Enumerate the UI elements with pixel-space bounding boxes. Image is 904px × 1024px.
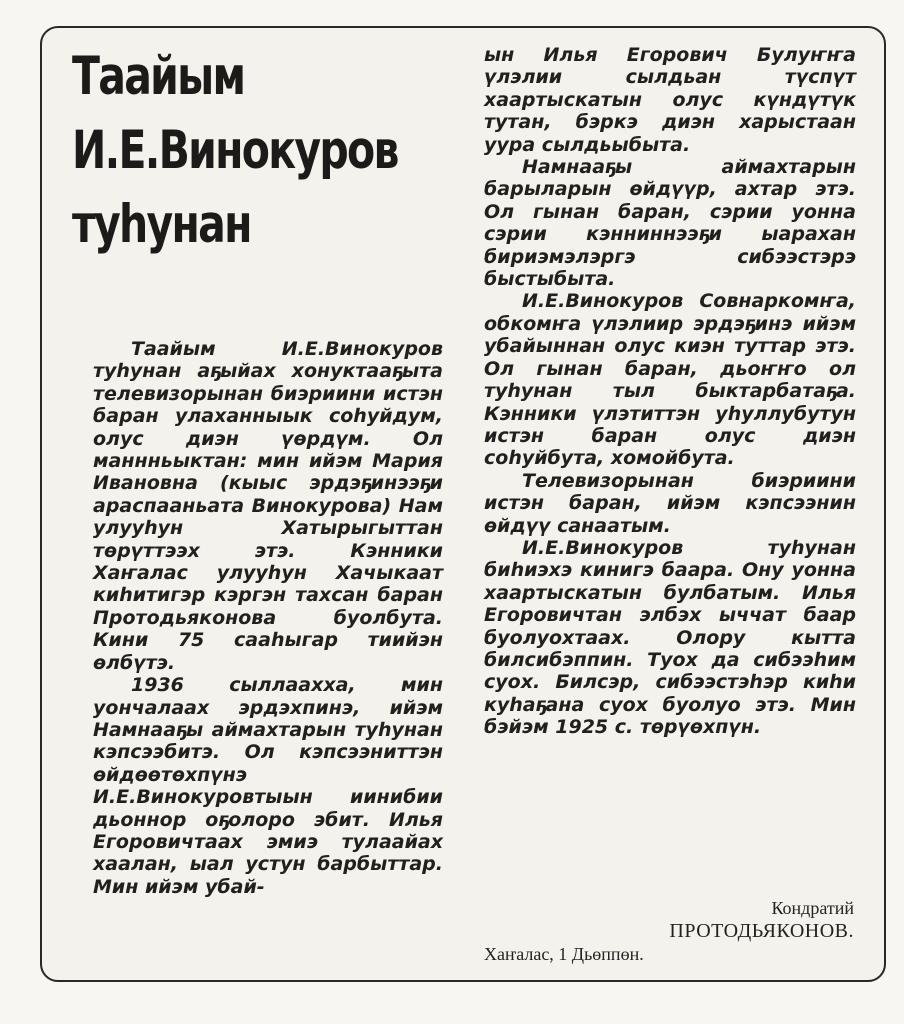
headline-line-1: Таайым (72, 46, 245, 107)
paragraph: И.Е.Винокуров туһунан биһиэхэ кинигэ баара. Ону уонна хаартыскатын булбатым. Илья Егоровичтан элбэх ыччат баар буолуохтаах. Олору кытта билсибэппин. Туох да сибээһим суох. Билсэр, сибээстэһэр киһи куһаҕана суох буолуо этэ. Мин бэйэм 1925 с. төрүөхпүн. (484, 536, 856, 739)
paragraph: Телевизорынан биэриини истэн баран, ийэм кэпсээнин өйдүү санаатым. (484, 469, 856, 537)
article-left-column (93, 338, 443, 898)
headline-line-3: туһунан (72, 194, 251, 255)
headline-line-2: И.Е.Винокуров (72, 120, 398, 181)
author-first-name: Кондратий (771, 898, 854, 918)
paragraph: 1936 сыллаахха, мин уончалаах эрдэхпинэ, ийэм Намнааҕы аймахтарын туһунан кэпсээбитэ. Ол кэпсээниттэн өйдөөтөхпүнэ И.Е.Винокуровтыын иинибии дьоннор оҕолоро эбит. Илья Егоровичтаах эмиэ тулаайах хаалан, ыал устун барбыттар. Мин ийэм убай- (93, 674, 443, 898)
author-signature (669, 898, 854, 944)
paragraph: Таайым И.Е.Винокуров туһунан аҕыйах хонуктааҕыта телевизорынан биэриини истэн баран улаханныык соһуйдум, олус диэн үөрдүм. Ол маннньыктан: мин ийэм Мария Ивановна (кыыс эрдэҕинээҕи араспааньата Винокурова) Нам улууһун Хатырыгыттан төрүттээх этэ. Кэнники Хаҥалас улууһун Хачыкаат киһитигэр кэргэн тахсан баран Протодьяконова буолбута. Кини 75 сааһыгар тиийэн өлбүтэ. (93, 338, 443, 674)
paragraph: И.Е.Винокуров Совнаркомҥа, обкомҥа үлэлиир эрдэҕинэ ийэм убайыннан олус киэн туттар этэ. Ол гынан баран, дьоҥҥо ол туһунан тыл быктарбатаҕа. Кэнники үлэтиттэн уһуллубутун истэн баран олус диэн соһуйбута, хомойбута. (484, 290, 856, 470)
article-headline (72, 40, 416, 262)
paragraph-continued: ын Илья Егорович Булуҥҥа үлэлии сылдьан түспүт хаартыскатын олус күндүтүк тутан, бэркэ диэн харыстаан уура сылдьыбыта. (484, 44, 856, 156)
place-and-date: Хаҥалас, 1 Дьөппөн. (484, 944, 644, 964)
author-last-name: ПРОТОДЬЯКОНОВ. (669, 920, 854, 942)
article-right-column (484, 44, 856, 739)
paragraph: Намнааҕы аймахтарын барыларын өйдүүр, ахтар этэ. Ол гынан баран, сэрии уонна сэрии кэнниннээҕи ыарахан бириэмэлэргэ сибээстэрэ быстыбыта. (484, 156, 856, 291)
